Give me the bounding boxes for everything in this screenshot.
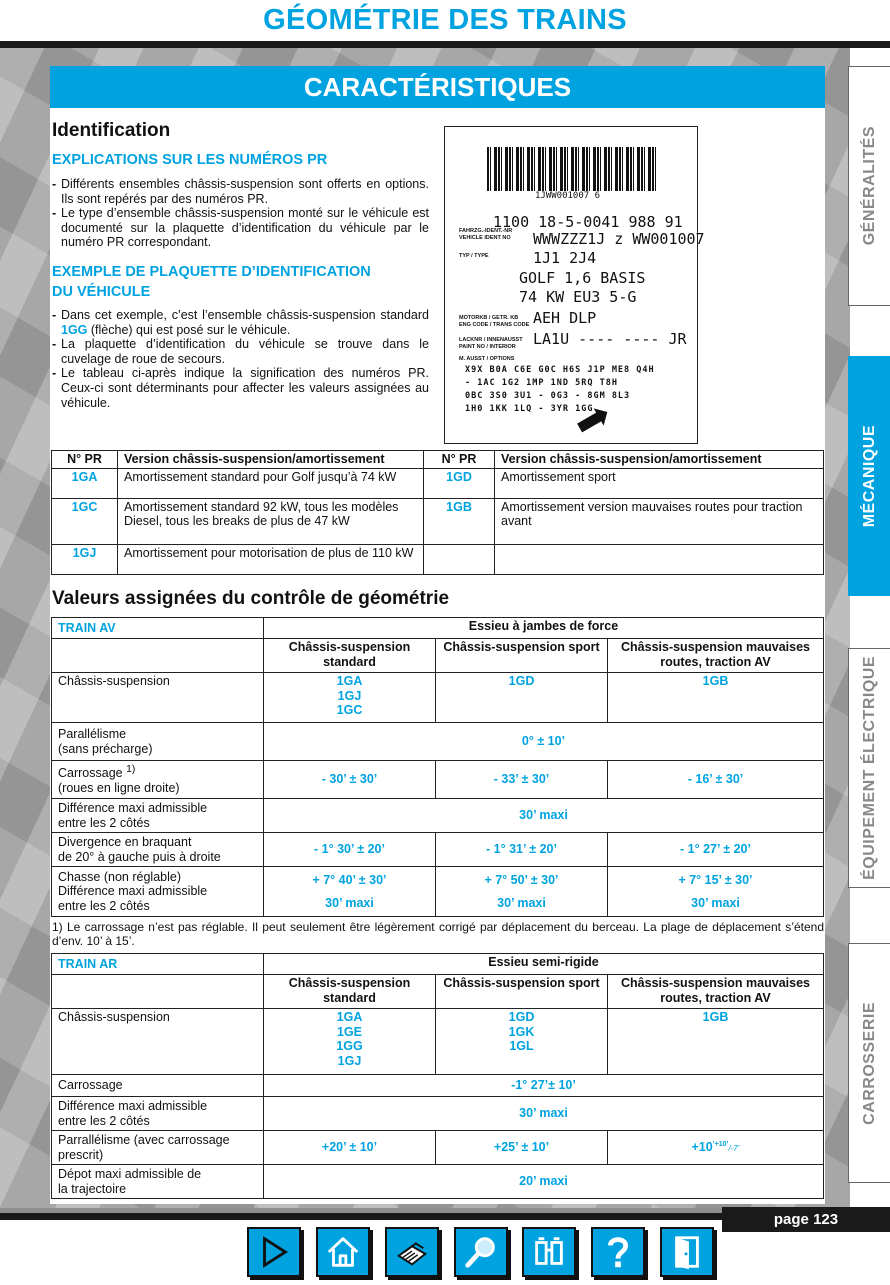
plate-vin: WWWZZZ1J z WW001007 [533,230,705,248]
plate-model: GOLF 1,6 BASIS [519,269,646,287]
plate-label-line: FAHRZG.-IDENT.-NR [459,228,513,234]
plate-example-heading-line1: EXEMPLE DE PLAQUETTE D’IDENTIFICATION [52,264,371,280]
row-label-line: (roues en ligne droite) [58,781,180,796]
values-heading: Valeurs assignées du contrôle de géométrie [52,588,450,609]
play-icon [255,1233,293,1271]
identification-heading: Identification [52,120,171,141]
pr-description: Amortissement standard pour Golf jusqu’à 74 kW [118,468,424,498]
table-row [52,498,824,544]
tab-generalites[interactable] [848,66,890,306]
list-item: - Le tableau ci-après indique la signification des numéros PR. Ceux-ci sont déterminants pour affecter les valeurs assignées au véhicule. [52,366,429,410]
value-cell: 30’ maxi [264,799,824,833]
value-cell: - 30’ ± 30’ [264,761,436,799]
column-header: N° PR [52,451,118,469]
tab-equipement-label: ÉQUIPEMENT ÉLECTRIQUE [860,656,878,880]
value-cell: 30’ maxi [264,1097,824,1131]
pr-code: 1GK [508,1024,535,1039]
plate-label-line: VEHICLE IDENT NO [459,235,511,241]
plate-label-line: ENG CODE / TRANS CODE [459,322,530,328]
value-line: 30’ maxi [497,895,546,910]
row-label [52,867,264,917]
list-item: - La plaquette d’identification du véhicule se trouve dans le cuvelage de roue de secours. [52,337,429,366]
plate-label [459,315,529,329]
table-row [52,468,824,498]
pr-code: 1GB [424,498,495,544]
axle-type: Essieu semi-rigide [264,954,824,975]
pr-code: 1GB [608,673,824,723]
row-label-line: entre les 2 côtés [58,898,150,913]
plate-label-line: LACKNR / INNENAUSST [459,337,523,343]
row-label: Châssis-suspension [52,673,264,723]
value-tail: /-7’ [728,1144,740,1154]
table-row [52,673,824,723]
value-cell [608,1131,824,1165]
table-row [52,723,824,761]
bullet-text: (flèche) qui est posé sur le véhicule. [87,322,291,337]
value-cell [608,867,824,917]
value-line: 30’ maxi [691,895,740,910]
home-icon [324,1233,362,1271]
help-icon [599,1233,637,1271]
row-label-line: Parrallélisme (avec carrossage [58,1133,230,1147]
row-label-line: prescrit) [58,1147,104,1162]
header-rule [0,41,890,48]
pr-code: 1GL [509,1039,534,1053]
exit-icon [668,1233,706,1271]
pr-description [495,544,824,574]
pr-code: 1GA [52,468,118,498]
tab-carrosserie-label: CARROSSERIE [860,1001,878,1125]
highlight-code: 1GG [61,322,88,337]
tab-mecanique-label: MÉCANIQUE [860,424,878,528]
row-label-line: Différence maxi admissible [58,884,208,899]
value-cell: +25’ ± 10’ [436,1131,608,1165]
exit-button[interactable] [660,1227,714,1277]
plate-value: 1100 18-5-0041 988 91 [493,213,683,231]
pr-code: 1GA [336,674,363,688]
plate-example-list [52,308,429,410]
pr-code [424,544,495,574]
section-banner: CARACTÉRISTIQUES [50,66,825,108]
barcode-text: 1JWW001007 6 [535,191,601,201]
empty-cell [52,975,264,1009]
binoculars-icon [530,1233,568,1271]
row-label-line: Parallélisme [58,727,127,741]
table-row [52,1009,824,1075]
identification-plate [444,126,705,444]
table-row [52,1165,824,1199]
row-label: Carrossage [52,1075,264,1097]
row-label-line [58,763,257,781]
value-cell: - 1° 27’ ± 20’ [608,833,824,867]
footnote-ref: 1) [126,764,136,776]
pr-code: 1GA [336,1010,363,1024]
value-cell [264,867,436,917]
row-label: Châssis-suspension [52,1009,264,1075]
plate-paint: LA1U ---- ---- JR [533,330,687,348]
value-cell: - 16’ ± 30’ [608,761,824,799]
pr-code: 1GB [608,1009,824,1075]
value-line: + 7° 50’ ± 30’ [484,873,559,887]
plate-options-row: X9X B0A C6E G0C H6S J1P ME8 Q4H [465,365,655,375]
print-icon [393,1233,431,1271]
empty-cell [52,639,264,673]
plate-label: M. AUSST / OPTIONS [459,356,515,362]
row-label-line: Différence maxi admissible [58,801,208,815]
list-item [52,308,429,337]
column-header: Châssis-suspension standard [264,639,436,673]
pr-code: 1GD [436,673,608,723]
value-cell: -1° 27’± 10’ [264,1075,824,1097]
column-header: Châssis-suspension sport [436,975,608,1009]
column-header: Version châssis-suspension/amortissement [118,451,424,469]
row-label [52,1131,264,1165]
row-label-line: Divergence en braquant [58,835,192,849]
plate-example-heading [52,262,371,302]
arrow-icon [577,412,603,433]
column-header: N° PR [424,451,495,469]
pr-code: 1GJ [337,1053,362,1068]
column-header: Châssis-suspension standard [264,975,436,1009]
column-header: Châssis-suspension sport [436,639,608,673]
page-title: GÉOMÉTRIE DES TRAINS [263,4,627,36]
table-row [52,544,824,574]
plate-options-row: 1H0 1KK 1LQ - 3YR 1GG [465,404,594,414]
home-button[interactable] [316,1227,370,1277]
search-button[interactable] [454,1227,508,1277]
value-cell: - 1° 30’ ± 20’ [264,833,436,867]
print-button[interactable] [385,1227,439,1277]
tab-generalites-label: GÉNÉRALITÉS [860,126,878,246]
next-button[interactable] [247,1227,301,1277]
pr-code: 1GJ [52,544,118,574]
plate-label-line: PAINT NO / INTERIOR [459,344,516,350]
pr-code: 1GE [336,1024,362,1039]
row-label-line: Différence maxi admissible [58,1099,208,1113]
pr-code: 1GC [52,498,118,544]
value-sup: ’+10’ [712,1141,729,1149]
table-row [52,833,824,867]
plate-engine: 74 KW EU3 5-G [519,288,637,306]
table-row [52,1131,824,1165]
table-row [52,799,824,833]
plate-label [459,337,523,351]
plate-example-heading-line2: DU VÉHICULE [52,284,151,300]
column-header: Version châssis-suspension/amortissement [495,451,824,469]
pr-description: Amortissement version mauvaises routes pour traction avant [495,498,824,544]
column-header: Châssis-suspension mauvaises routes, traction AV [608,639,824,673]
pr-description: Amortissement pour motorisation de plus de 110 kW [118,544,424,574]
row-label [52,1165,264,1199]
pr-code: 1GD [424,468,495,498]
value-line: 30’ maxi [325,895,374,910]
value-main: +10 [691,1140,713,1155]
row-label [52,723,264,761]
train-av-label: TRAIN AV [52,618,264,639]
value-cell: +20’ ± 10’ [264,1131,436,1165]
pr-code: 1GD [508,1010,535,1024]
pr-codes-cell [264,673,436,723]
list-item: - Le type d’ensemble châssis-suspension monté sur le véhicule est documenté sur la plaquette d’identification du véhicule par le numéro PR correspondant. [52,206,429,250]
row-label-line: entre les 2 côtés [58,815,150,830]
value-cell [436,867,608,917]
row-label-line: entre les 2 côtés [58,1113,150,1128]
barcode [487,147,659,191]
table-header-row [52,451,824,469]
pr-code: 1GJ [337,688,362,703]
table-row [52,1075,824,1097]
row-label [52,761,264,799]
pr-description: Amortissement sport [495,468,824,498]
plate-label: TYP / TYPE [459,253,489,259]
table-row [52,867,824,917]
pr-description: Amortissement standard 92 kW, tous les modèles Diesel, tous les breaks de plus de 47 kW [118,498,424,544]
value-line: + 7° 40’ ± 30’ [312,873,387,887]
row-label-line: de 20° à gauche puis à droite [58,849,221,864]
plate-options-row: - 1AC 1G2 1MP 1ND 5RQ T8H [465,378,618,388]
pr-explanation-heading: EXPLICATIONS SUR LES NUMÉROS PR [52,152,328,168]
table-row [52,761,824,799]
plate-codes: AEH DLP [533,309,597,327]
list-item: - Différents ensembles châssis-suspension sont offerts en options. Ils sont repérés par des numéros PR. [52,177,429,206]
row-label-line: Chasse (non réglable) [58,869,181,884]
table-row [52,975,824,1009]
value-cell: - 1° 31’ ± 20’ [436,833,608,867]
table-row [52,1097,824,1131]
pr-table [51,450,824,575]
table-row [52,954,824,975]
search-icon [462,1233,500,1271]
table-row [52,639,824,673]
row-label [52,1097,264,1131]
tab-carrosserie[interactable] [848,943,890,1183]
tab-mecanique[interactable] [848,356,890,596]
row-label [52,833,264,867]
pr-codes-cell [436,1009,608,1075]
row-label [52,799,264,833]
page-number: page 123 [722,1207,890,1232]
row-label-text: Carrossage [58,766,123,781]
value-cell: 20’ maxi [264,1165,824,1199]
pr-code: 1GG [336,1039,363,1053]
train-av-table [51,617,824,917]
find-button[interactable] [522,1227,576,1277]
plate-label-line: MOTORKB / GETR. KB [459,315,519,321]
train-ar-label: TRAIN AR [52,954,264,975]
plate-type: 1J1 2J4 [533,249,597,267]
bullet-text: Dans cet exemple, c’est l’ensemble châssis-suspension standard [61,308,429,322]
tab-equipement-electrique[interactable] [848,648,890,888]
footnote: 1) Le carrossage n’est pas réglable. Il peut seulement être légèrement corrigé par déplacement du berceau. La plage de déplacement s’étend d’env. 10’ à 15’. [52,920,824,948]
value-cell: 0° ± 10’ [264,723,824,761]
pr-explanation-list [52,177,429,250]
row-label-line: Dépot maxi admissible de [58,1167,202,1181]
axle-type: Essieu à jambes de force [264,618,824,639]
train-ar-table [51,953,824,1199]
table-row [52,618,824,639]
plate-options-row: 0BC 3S0 3U1 - 0G3 - 8GM 8L3 [465,391,631,401]
column-header: Châssis-suspension mauvaises routes, traction AV [608,975,824,1009]
pr-codes-cell [264,1009,436,1075]
row-label-line: (sans précharge) [58,741,153,756]
value-line: + 7° 15’ ± 30’ [678,873,753,887]
pr-code: 1GC [336,703,363,717]
row-label-line: la trajectoire [58,1181,127,1196]
value-cell: - 33’ ± 30’ [436,761,608,799]
help-button[interactable] [591,1227,645,1277]
